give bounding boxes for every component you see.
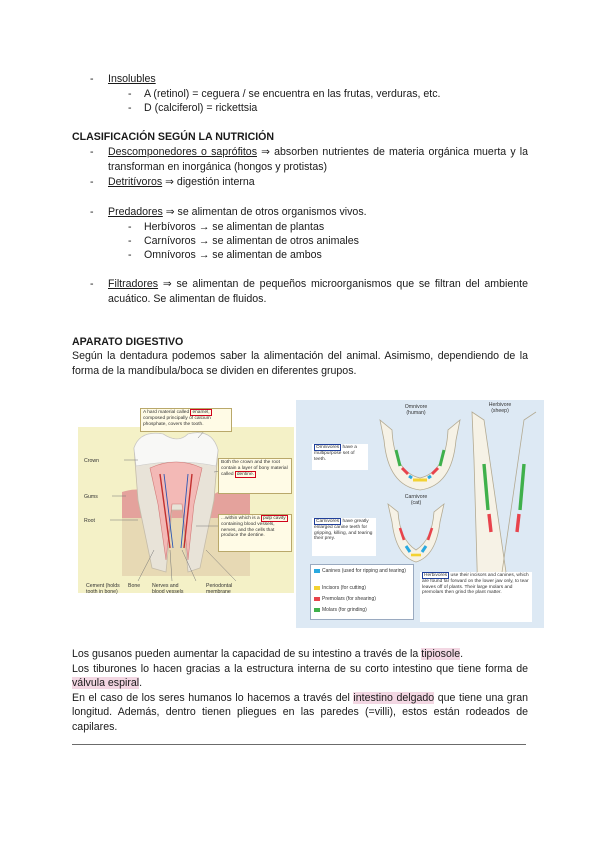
callout-text: Both the crown and the root contain a layer of bony material called [221, 460, 288, 477]
descomponedores-item [108, 145, 528, 174]
text: Los gusanos pueden aumentar la capacidad de su intestino a través de la [72, 648, 422, 660]
legend-label: Molars (for grinding) [322, 607, 367, 613]
text: Los tiburones lo hacen gracias a la estructura interna de su corto intestino que tiene forma de [72, 662, 528, 675]
pulp-term: pulp cavity [263, 516, 286, 521]
callout-text: have a multipurpose set of teeth. [314, 445, 357, 462]
term: Detritívoros [108, 176, 163, 188]
legend-swatch [314, 586, 320, 590]
bullet-dash: - [90, 206, 94, 218]
carnivores-term: Carnivores [316, 519, 340, 524]
callout-text: use their incisors and canines, which are found far forward on the lower jaw only, to tear leaves off of plants. Their large molars and premolars then grind the plant matter. [422, 573, 529, 596]
legend-label: Incisors (for cutting) [322, 585, 366, 591]
legend-swatch [314, 597, 320, 601]
bullet-dash: - [90, 176, 94, 188]
definition: ⇒ digestión interna [162, 176, 255, 188]
label-periodontal: Periodontal membrane [206, 583, 233, 596]
predadores-item [108, 205, 367, 220]
paragraph-tiburones [72, 662, 528, 691]
paragraph-gusanos [72, 647, 528, 662]
legend-item [314, 607, 412, 613]
bullet-dash: - [128, 221, 132, 233]
label-bone: Bone [128, 583, 141, 589]
text: . [139, 677, 143, 690]
omnivores-term: Omnivores [316, 445, 340, 450]
jaw-figure [296, 400, 544, 628]
filtradores-item [108, 277, 528, 306]
legend-label: Canines (used for ripping and tearing) [322, 568, 406, 574]
legend-item [314, 568, 412, 574]
bullet-dash: - [128, 235, 132, 247]
list-item: D (calciferol) = rickettsia [144, 102, 258, 114]
bullet-dash: - [90, 146, 94, 158]
label-gums: Gums [84, 494, 98, 500]
list-item: A (retinol) = ceguera / se encuentra en las frutas, verduras, etc. [144, 88, 441, 100]
highlight-term: válvula espiral [72, 677, 140, 690]
callout-text: composed principally of calcium phosphate, covers the tooth. [143, 415, 211, 427]
callout-text: ...within which is a [221, 516, 261, 521]
definition: ⇒ se alimentan de otros organismos vivos. [162, 206, 367, 218]
label-cement: Cement (holds tooth in bone) [86, 583, 120, 596]
callout-text: containing blood vessels, nerves, and the cells that produce the dentine. [221, 521, 275, 539]
callout-text: A hard material called [143, 410, 191, 415]
definition: ⇒ se alimentan de pequeños microorganismos que se filtran del ambiente acuático. Se alimentan de fluidos. [108, 278, 528, 305]
section-heading: APARATO DIGESTIVO [72, 336, 184, 348]
list-item: Herbívoros → se alimentan de plantas [144, 221, 325, 233]
text: . [460, 648, 464, 660]
bullet-dash: - [128, 102, 132, 114]
pulp-callout [218, 514, 292, 552]
paragraph-humanos [72, 691, 528, 735]
label-nerves: Nerves and blood vessels [152, 583, 184, 596]
herbivores-callout [420, 572, 532, 622]
label-crown: Crown [84, 458, 99, 464]
teeth-legend [310, 564, 414, 620]
closing-text [72, 647, 528, 735]
legend-swatch [314, 608, 320, 612]
digestivo-intro: Según la dentadura podemos saber la alimentación del animal. Asimismo, dependiendo de la forma de la mandíbula/boca se dividen en diferentes grupos. [72, 350, 528, 377]
label-root: Root [84, 518, 95, 524]
omnivore-title: Omnivore (human) [404, 404, 428, 417]
legend-swatch [314, 569, 320, 573]
list-item: Omnívoros → se alimentan de ambos [144, 249, 322, 261]
section-heading: CLASIFICACIÓN SEGÚN LA NUTRICIÓN [72, 131, 275, 143]
herbivore-title: Herbivore (sheep) [488, 402, 512, 415]
text: En el caso de los seres humanos lo hacemos a través del [72, 691, 354, 704]
horizontal-rule [72, 744, 526, 745]
enamel-callout [140, 408, 232, 432]
bullet-dash: - [128, 249, 132, 261]
carnivore-title: Carnivore (cat) [404, 494, 428, 507]
insolubles-title: Insolubles [108, 73, 156, 85]
tooth-figure [78, 400, 294, 605]
carnivores-callout [312, 518, 376, 556]
term: Predadores [108, 206, 163, 218]
herbivores-term: Herbivores [424, 573, 448, 578]
list-item: Carnívoros → se alimentan de otros animales [144, 235, 359, 247]
legend-item [314, 585, 412, 591]
highlight-term: tipiosole [421, 648, 461, 660]
term: Descomponedores o saprófitos [108, 146, 257, 158]
dentine-term: dentine. [236, 471, 254, 477]
definition: ⇒ absorben nutrientes de materia orgánica muerta y la transforman en inorgánica (hongos y protistas) [108, 146, 528, 173]
highlight-term: intestino delgado [353, 691, 435, 704]
term: Filtradores [108, 278, 159, 290]
text: que tiene una gran longitud. Además, dentro tienen pliegues en las paredes (=villi), estos están rodeados de capilares. [72, 691, 529, 733]
detritivoros-item [108, 175, 255, 190]
legend-item [314, 596, 412, 602]
callout-text: have greatly enlarged canine teeth for gripping, killing, and tearing their prey. [314, 519, 373, 542]
legend-label: Premolars (for shearing) [322, 596, 376, 602]
bullet-dash: - [128, 88, 132, 100]
bullet-dash: - [90, 278, 94, 290]
enamel-term: enamel, [192, 410, 210, 415]
bullet-dash: - [90, 73, 94, 85]
dentine-callout [218, 458, 292, 494]
omnivores-callout [312, 444, 368, 470]
